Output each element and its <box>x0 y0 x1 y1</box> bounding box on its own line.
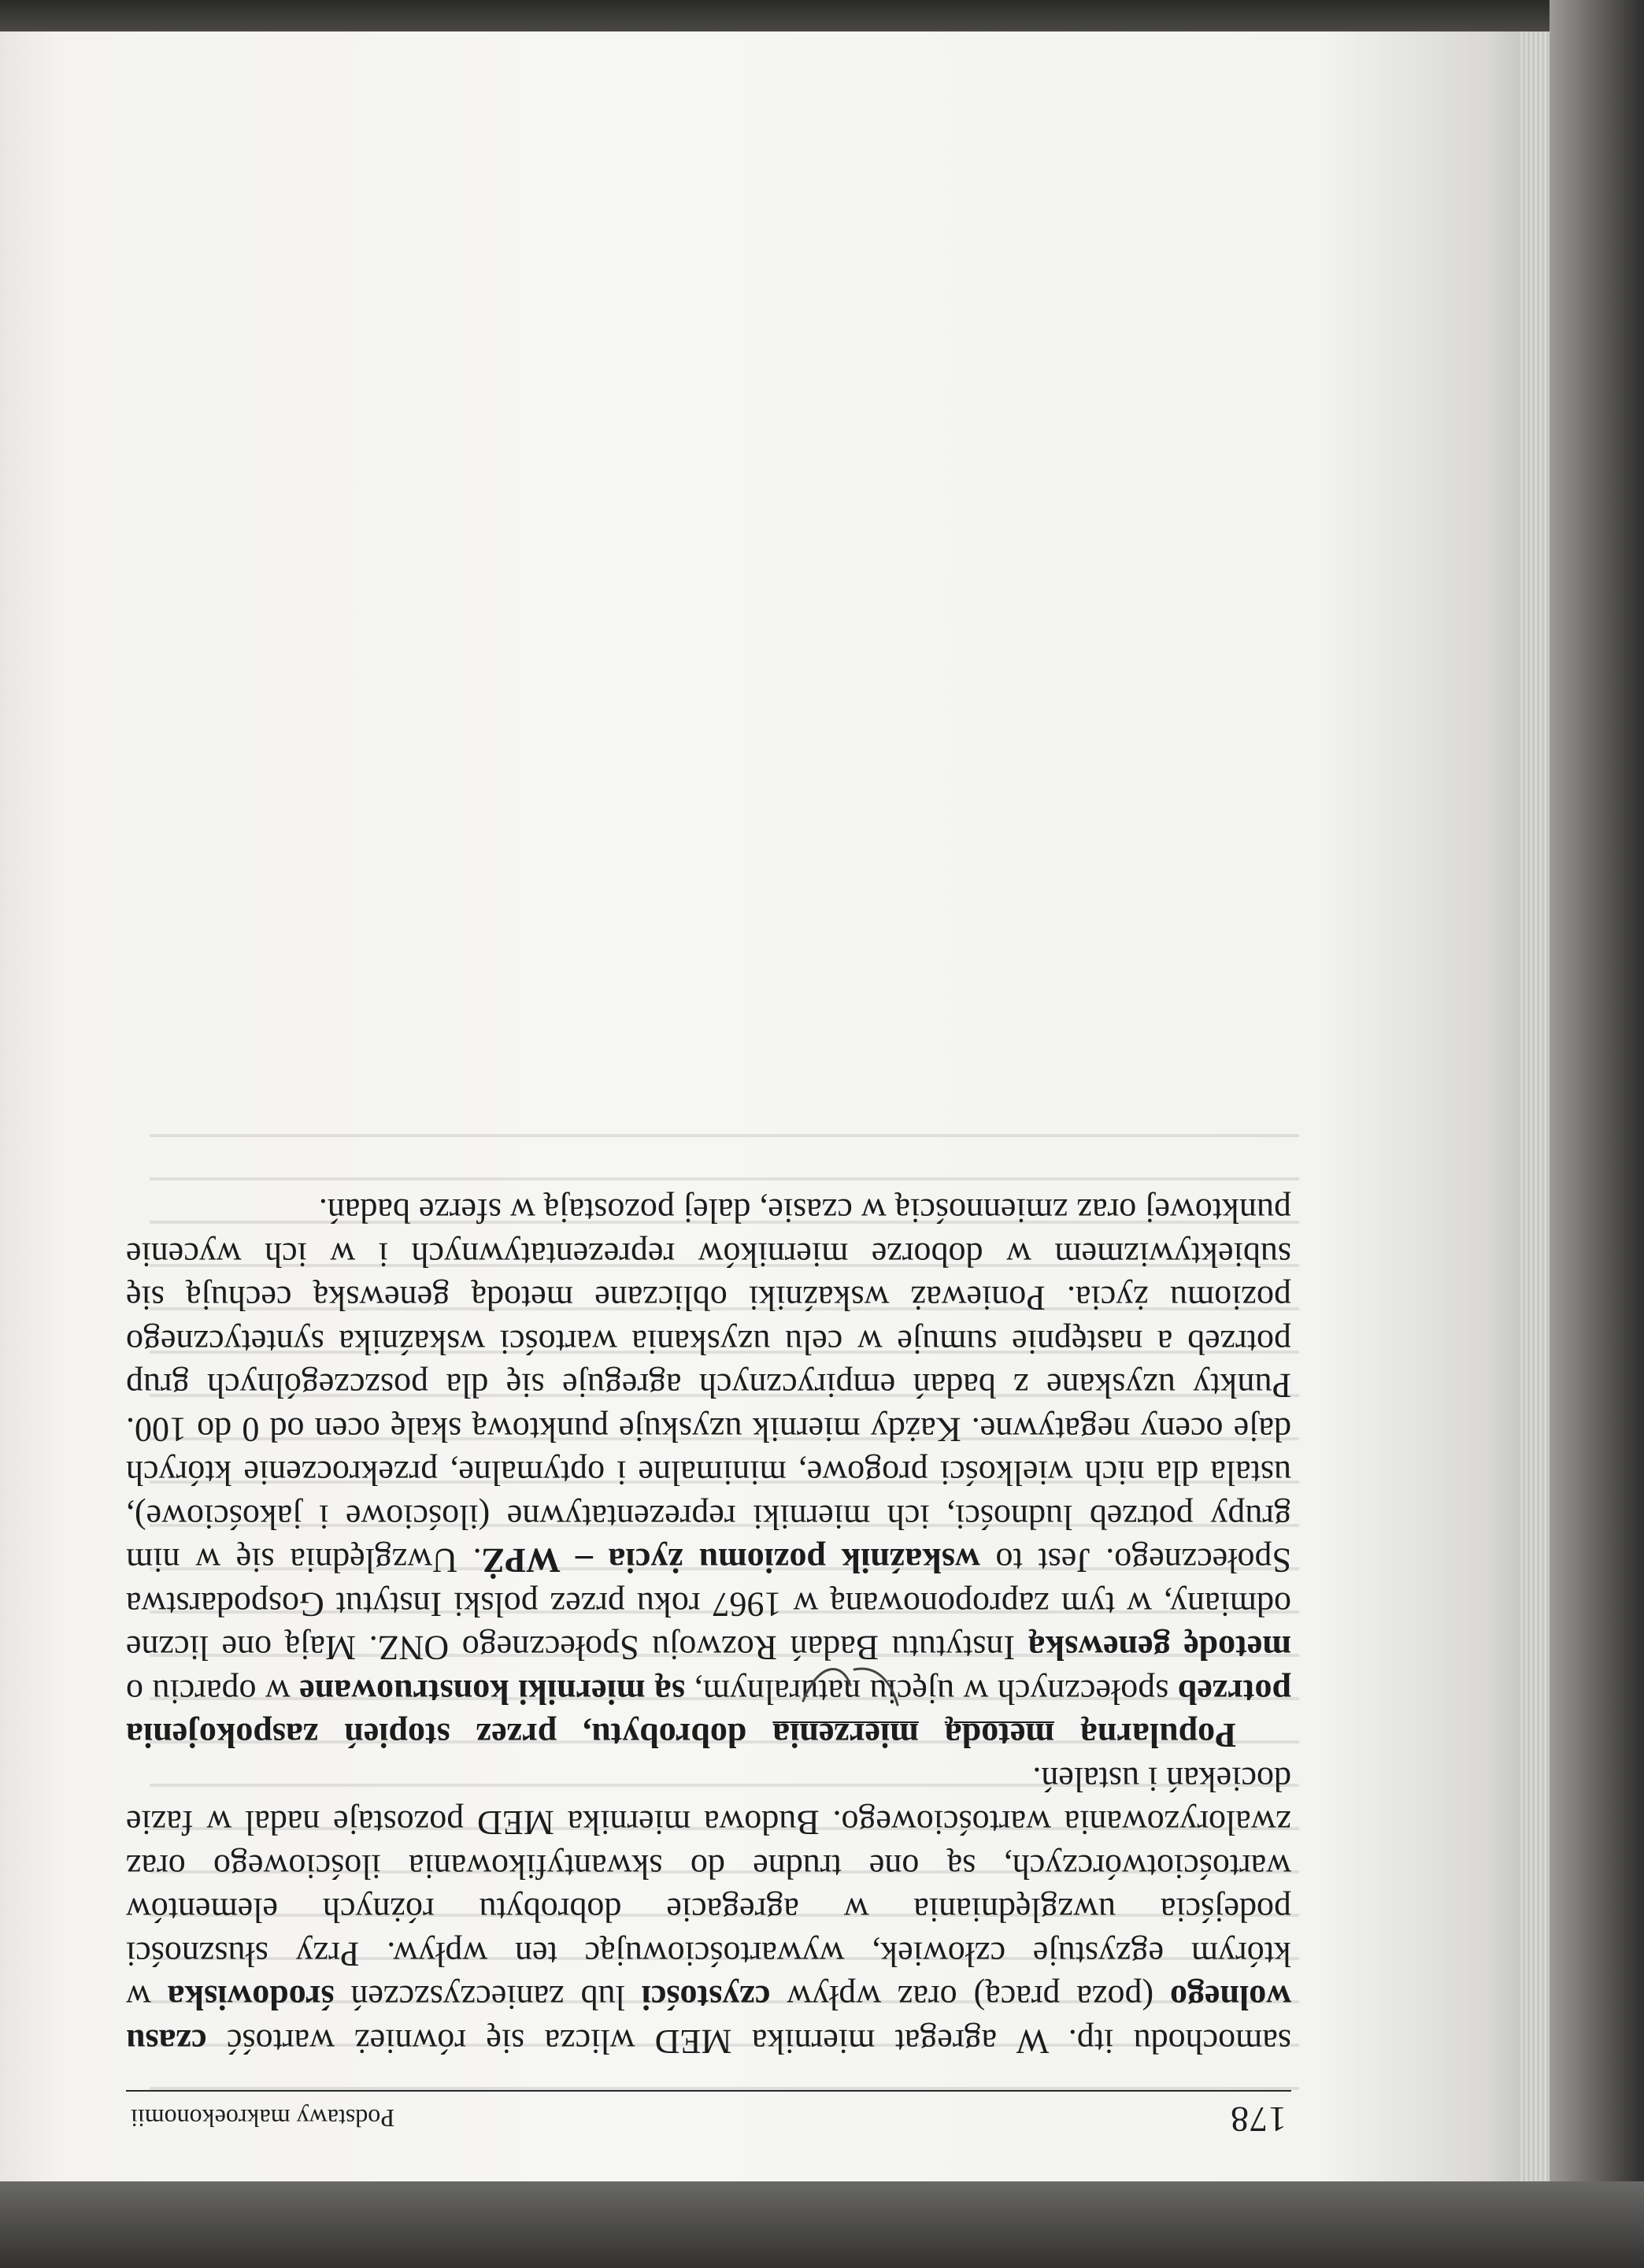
bold-text: czasu wolnego <box>126 1978 1291 2061</box>
paragraph <box>126 1189 1291 1758</box>
text-run: lub zanieczyszczeń <box>334 1978 642 2018</box>
bold-text: są mierniki konstruowane <box>299 1673 686 1711</box>
scan-border-bottom <box>0 2181 1644 2268</box>
bold-text: dobrobytu, przez stopień zaspokojenia potrzeb <box>126 1673 1291 1755</box>
text-run: samochodu itp. W agregat miernika MED wlicza się również wartość <box>206 2022 1291 2061</box>
text-run: w oparciu o <box>126 1673 300 1711</box>
paragraph <box>126 1758 1291 2064</box>
text-run: w którym egzystuje człowiek, wywartościowując ten wpływ. Przy słuszności podejścia uwzględniania w agregacie dobrobytu różnych elementów wartościotwórczych, są one trudne do skwantyfikowania ilościowego oraz zwaloryzowania wartościowego. Budowa miernika MED pozostaje nadal w fazie dociekań i ustaleń. <box>125 1760 1291 2018</box>
bold-text: mierzenia <box>772 1716 919 1755</box>
bold-text: metodę genewską <box>1028 1629 1291 1668</box>
page-header <box>126 2090 1291 2142</box>
text-run: Instytutu Badań Rozwoju Społecznego ONZ. Mają one liczne odmiany, w tym zaproponowaną w 1967 roku przez polski Instytut Gospodarstwa Społecznego. Jest to <box>126 1541 1291 1668</box>
page-number: 178 <box>1230 2099 1287 2140</box>
bold-text: Popularną <box>1054 1716 1236 1755</box>
scan-border-right <box>1550 0 1644 2268</box>
body-text <box>126 1189 1291 2063</box>
running-title: Podstawy makroekonomii <box>131 2104 395 2133</box>
text-run: społecznych w ujęciu naturalnym, <box>685 1673 1178 1711</box>
bold-text: czystości <box>641 1978 771 2018</box>
rotated-text-block <box>126 142 1291 2142</box>
scan-border-top <box>0 0 1644 32</box>
page-stack-edge <box>1520 32 1550 2181</box>
handwritten-mark <box>787 1646 913 1725</box>
bold-text: wskaźnik poziomu życia – WPŻ <box>481 1541 980 1581</box>
bold-text: środowiska <box>167 1978 335 2018</box>
text-run: . Uwzględnia się w nim grupy potrzeb ludności, ich mierniki reprezentatywne (ilościowe i jakościowe), ustala dla nich wielkości progowe, minimalne i optymalne, przekroczenie których daje oceny negatywne. Każdy miernik uzyskuje punktową skalę ocen od 0 do 100. Punkty uzyskane z badań empirycznych agreguje się dla poszczególnych grup potrzeb a następnie sumuje w celu uzyskania wartości wskaźnika syntetycznego poziomu życia. Ponieważ wskaźniki obliczane metodą genewską cechują się subiektywizmem w doborze mierników reprezentatywnych i w ich wycenie punktowej oraz zmiennością w czasie, dalej pozostają w sferze badań. <box>125 1191 1291 1581</box>
bold-text <box>919 1717 945 1755</box>
text-run: (poza pracą) oraz wpływ <box>770 1978 1170 2018</box>
bold-text: metodą <box>944 1716 1055 1755</box>
